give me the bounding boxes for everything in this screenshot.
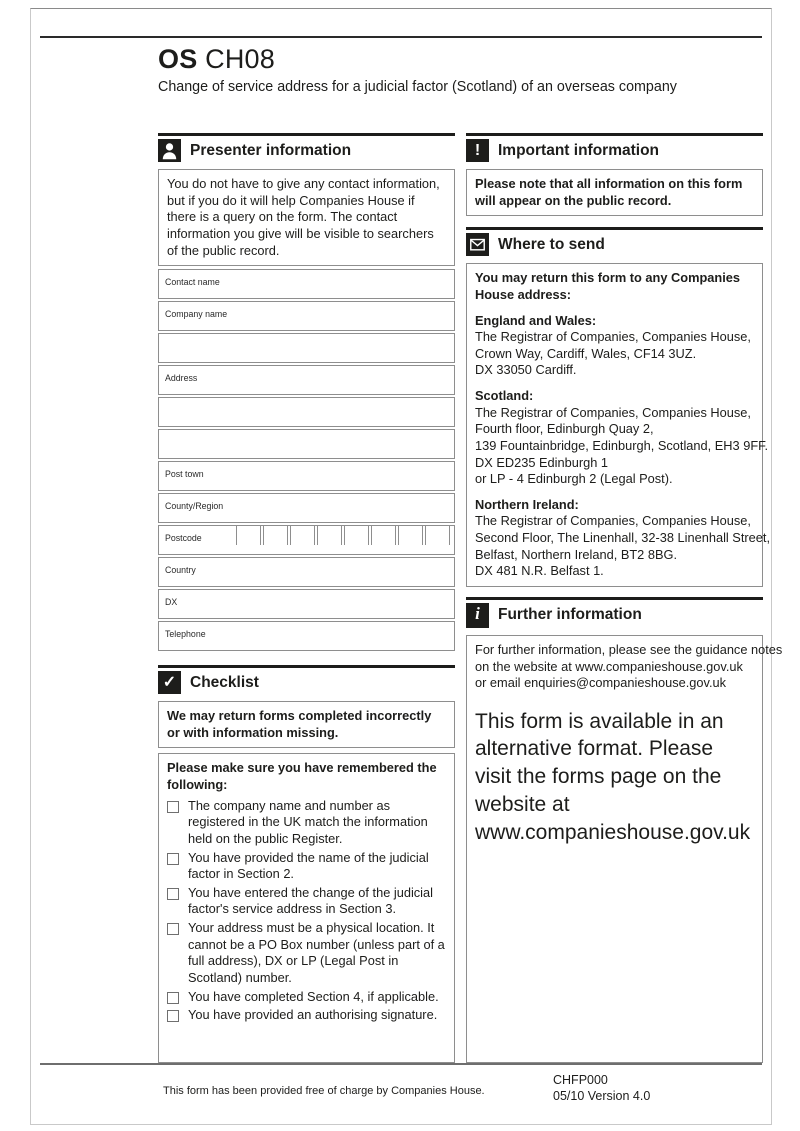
field-continuation[interactable] bbox=[158, 333, 455, 363]
field-address[interactable] bbox=[158, 365, 455, 395]
checklist-item-text: You have entered the change of the judicial factor's service address in Section 3. bbox=[188, 884, 433, 917]
checklist-instruction: Please make sure you have remembered the following: bbox=[167, 760, 437, 792]
presenter-section bbox=[158, 133, 455, 653]
field-dx[interactable] bbox=[158, 589, 455, 619]
checkbox-3[interactable] bbox=[167, 888, 179, 900]
address-line: or LP - 4 Edinburgh 2 (Legal Post). bbox=[475, 471, 673, 487]
where-to-send-section bbox=[466, 227, 771, 587]
page-footer bbox=[40, 1063, 762, 1125]
further-info-box bbox=[466, 635, 783, 1063]
region-name: England and Wales: bbox=[475, 312, 597, 328]
checklist-item-4 bbox=[167, 920, 446, 987]
postcode-box-5[interactable] bbox=[344, 525, 369, 545]
field-county-region[interactable] bbox=[158, 493, 455, 523]
postcode-box-7[interactable] bbox=[398, 525, 423, 545]
where-to-send-header bbox=[466, 227, 763, 259]
presenter-header bbox=[158, 133, 455, 165]
checkbox-4[interactable] bbox=[167, 923, 179, 935]
address-line: 139 Fountainbridge, Edinburgh, Scotland, EH3 9FF. bbox=[475, 437, 769, 453]
where-to-send-intro: You may return this form to any Companies House address: bbox=[475, 270, 740, 302]
checklist-item-text: Your address must be a physical location. It cannot be a PO Box number (unless part of a full address), DX or LP (Legal Post in Scotland) number. bbox=[188, 920, 445, 985]
checklist-items bbox=[167, 798, 446, 1024]
address-line: The Registrar of Companies, Companies House, bbox=[475, 329, 751, 345]
checklist-box bbox=[158, 753, 455, 1063]
checklist-item-text: You have provided an authorising signature. bbox=[188, 1007, 438, 1023]
field-label-country: Country bbox=[165, 565, 196, 576]
checklist-header bbox=[158, 665, 455, 697]
address-line: DX ED235 Edinburgh 1 bbox=[475, 454, 609, 470]
checklist-item-2 bbox=[167, 850, 446, 883]
checklist-warning: We may return forms completed incorrectly or with information missing. bbox=[158, 701, 455, 748]
form-code-number: CH08 bbox=[197, 44, 275, 74]
address-line: DX 481 N.R. Belfast 1. bbox=[475, 563, 604, 579]
postcode-box-6[interactable] bbox=[371, 525, 396, 545]
where-to-send-title: Where to send bbox=[498, 235, 605, 253]
further-info-body bbox=[475, 641, 783, 692]
form-code-prefix: OS bbox=[158, 44, 198, 74]
checkbox-6[interactable] bbox=[167, 1010, 179, 1022]
guidance-line: or email enquiries@companieshouse.gov.uk bbox=[475, 675, 727, 691]
address-line: DX 33050 Cardiff. bbox=[475, 362, 577, 378]
region-name: Northern Ireland: bbox=[475, 496, 579, 512]
region-england-and-wales bbox=[475, 313, 754, 380]
postcode-box-8[interactable] bbox=[425, 525, 450, 545]
checklist-item-6 bbox=[167, 1007, 446, 1024]
checklist-item-3 bbox=[167, 885, 446, 918]
field-continuation[interactable] bbox=[158, 429, 455, 459]
field-label-county-region: County/Region bbox=[165, 501, 224, 512]
checklist-title: Checklist bbox=[190, 673, 259, 691]
checkbox-5[interactable] bbox=[167, 992, 179, 1004]
address-line: Second Floor, The Linenhall, 32-38 Linenhall Street, bbox=[475, 530, 771, 545]
form-columns bbox=[158, 133, 783, 1063]
region-northern-ireland bbox=[475, 496, 771, 580]
checklist-item-text: The company name and number as registered in the UK match the information held on the public Register. bbox=[188, 797, 428, 846]
field-company-name[interactable] bbox=[158, 301, 455, 331]
further-info-header bbox=[466, 597, 763, 631]
alternative-format-note: This form is available in an alternative format. Please visit the forms page on the website at www.companieshouse.gov.uk bbox=[475, 709, 751, 844]
checkmark-icon: ✓ bbox=[158, 671, 181, 694]
field-country[interactable] bbox=[158, 557, 455, 587]
field-label-telephone: Telephone bbox=[165, 629, 206, 640]
checklist-item-5 bbox=[167, 989, 446, 1006]
presenter-intro: You do not have to give any contact information, but if you do it will help Companies House if there is a query on the form. The contact information you give will be visible to searchers of the public record. bbox=[158, 169, 455, 266]
presenter-title: Presenter information bbox=[190, 141, 352, 159]
important-info-title: Important information bbox=[498, 141, 660, 159]
address-line: The Registrar of Companies, Companies House, bbox=[475, 513, 751, 529]
right-column bbox=[466, 133, 783, 1063]
presenter-fields bbox=[158, 269, 455, 653]
postcode-box-1[interactable] bbox=[236, 525, 261, 545]
important-info-body: Please note that all information on this form will appear on the public record. bbox=[466, 169, 763, 216]
checklist-item-text: You have completed Section 4, if applicable. bbox=[188, 988, 439, 1004]
postcode-box-4[interactable] bbox=[317, 525, 342, 545]
masthead bbox=[158, 44, 758, 95]
checklist-item-1 bbox=[167, 798, 446, 848]
field-continuation[interactable] bbox=[158, 397, 455, 427]
postcode-box-3[interactable] bbox=[290, 525, 315, 545]
address-line: Belfast, Northern Ireland, BT2 8BG. bbox=[475, 546, 678, 562]
postcode-box-2[interactable] bbox=[263, 525, 288, 545]
address-line: The Registrar of Companies, Companies House, bbox=[475, 404, 751, 420]
important-info-header bbox=[466, 133, 763, 165]
field-label-postcode: Postcode bbox=[165, 533, 202, 544]
top-rule bbox=[40, 36, 762, 38]
footer-version-block bbox=[553, 1072, 650, 1105]
address-line: Crown Way, Cardiff, Wales, CF14 3UZ. bbox=[475, 345, 697, 361]
left-column bbox=[158, 133, 455, 1063]
field-postcode[interactable] bbox=[158, 525, 455, 555]
field-post-town[interactable] bbox=[158, 461, 455, 491]
further-info-title: Further information bbox=[498, 606, 642, 624]
checklist-section bbox=[158, 665, 455, 1063]
info-icon: i bbox=[466, 603, 489, 628]
address-line: Fourth floor, Edinburgh Quay 2, bbox=[475, 421, 654, 437]
field-contact-name[interactable] bbox=[158, 269, 455, 299]
envelope-icon bbox=[466, 233, 489, 256]
footer-version: 05/10 Version 4.0 bbox=[553, 1089, 651, 1104]
field-label-post-town: Post town bbox=[165, 469, 204, 480]
where-to-send-regions bbox=[475, 312, 771, 580]
important-info-section bbox=[466, 133, 763, 216]
field-label-company-name: Company name bbox=[165, 309, 228, 320]
guidance-line: on the website at www.companieshouse.gov.uk bbox=[475, 658, 743, 674]
guidance-line: For further information, please see the guidance notes bbox=[475, 641, 783, 657]
region-scotland bbox=[475, 388, 769, 488]
field-label-dx: DX bbox=[165, 597, 178, 608]
where-to-send-box bbox=[466, 263, 771, 587]
form-subtitle: Change of service address for a judicial factor (Scotland) of an overseas company bbox=[158, 79, 677, 95]
field-label-contact-name: Contact name bbox=[165, 277, 220, 288]
region-name: Scotland: bbox=[475, 388, 534, 403]
footer-free-of-charge: This form has been provided free of charge by Companies House. bbox=[163, 1085, 485, 1097]
exclamation-icon: ! bbox=[466, 139, 489, 162]
postcode-boxes bbox=[236, 525, 450, 545]
form-code bbox=[158, 44, 758, 75]
checkbox-1[interactable] bbox=[167, 801, 179, 813]
person-icon bbox=[158, 139, 181, 162]
field-label-address: Address bbox=[165, 373, 198, 384]
footer-form-code: CHFP000 bbox=[553, 1073, 608, 1087]
further-info-section bbox=[466, 597, 783, 1063]
field-telephone[interactable] bbox=[158, 621, 455, 651]
checkbox-2[interactable] bbox=[167, 853, 179, 865]
checklist-item-text: You have provided the name of the judicial factor in Section 2. bbox=[188, 849, 429, 882]
